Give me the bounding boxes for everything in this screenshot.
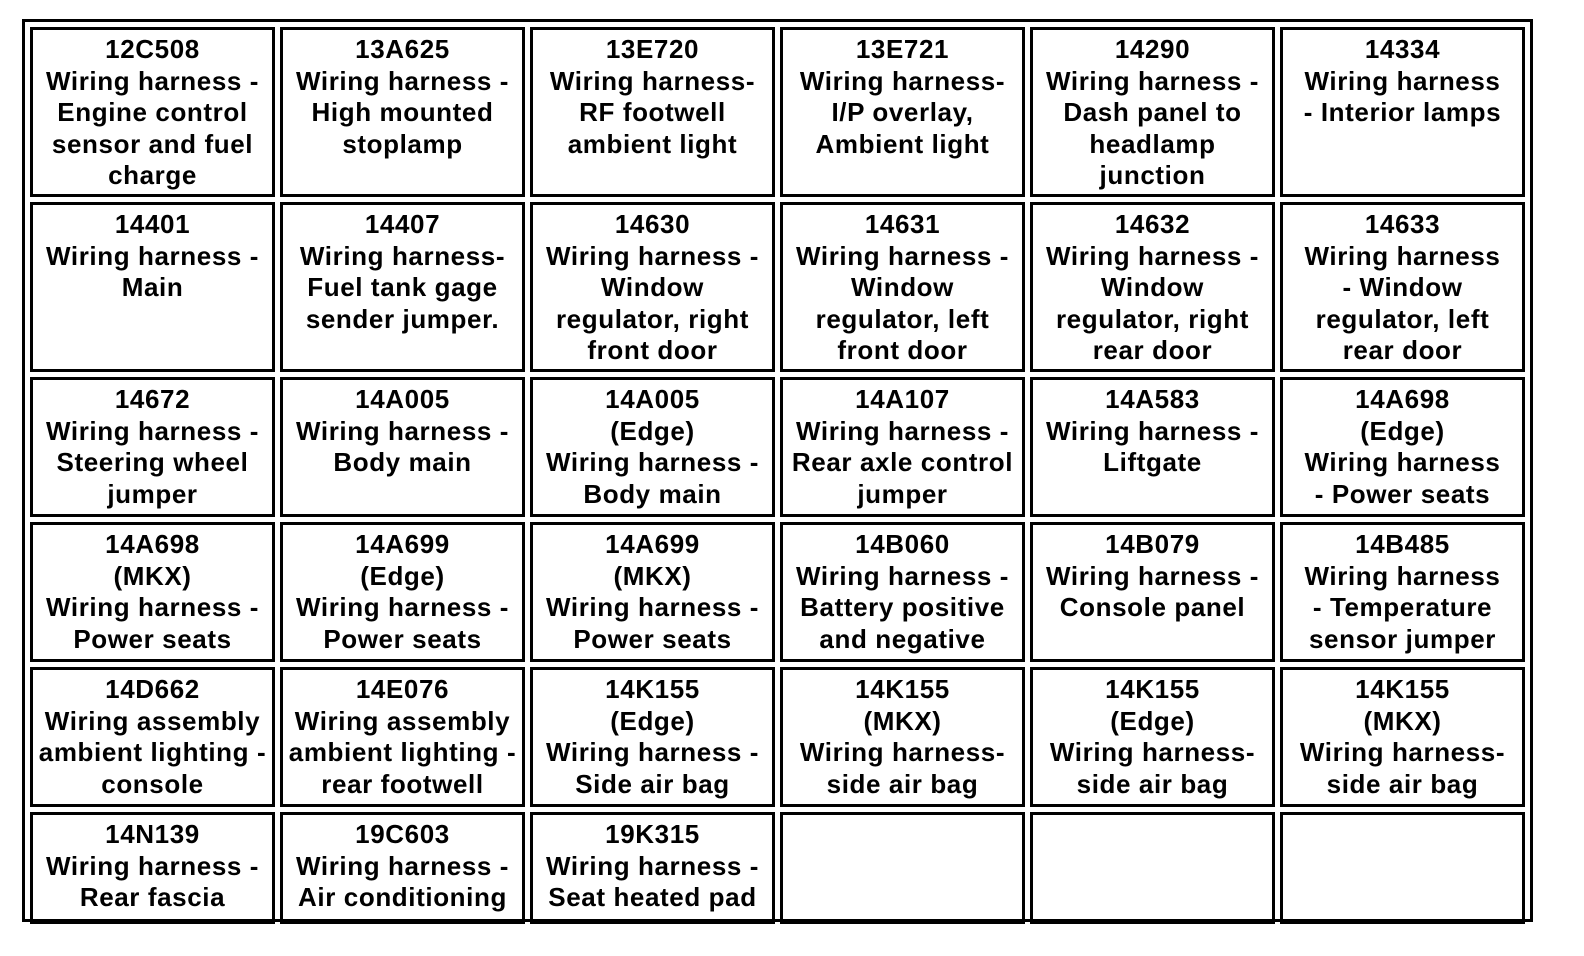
- part-description-line: Wiring harness -: [545, 447, 760, 477]
- part-description-line: Engine control: [57, 97, 248, 127]
- part-description-line: charge: [108, 160, 197, 190]
- part-number: 13A625: [355, 34, 450, 64]
- table-cell: [530, 812, 775, 924]
- part-description-line: junction: [1099, 160, 1206, 190]
- table-cell: [530, 522, 775, 662]
- part-description-line: High mounted: [311, 97, 494, 127]
- parts-table: [30, 27, 1525, 914]
- part-description-line: Liftgate: [1103, 447, 1202, 477]
- part-number: 12C508: [105, 34, 200, 64]
- part-description-line: (Edge): [1110, 705, 1195, 736]
- part-description-line: Wiring harness -: [1045, 415, 1260, 446]
- table-cell: [30, 27, 275, 197]
- part-description-line: (MKX): [113, 560, 192, 591]
- table-cell: [1280, 667, 1525, 807]
- part-description-line: and negative: [819, 623, 986, 654]
- part-description-line: (Edge): [610, 705, 695, 736]
- part-number: 14A698: [1355, 384, 1450, 414]
- part-description-line: Dash panel to: [1063, 97, 1242, 127]
- part-description-line: Seat heated pad: [548, 882, 757, 912]
- part-description-line: - Interior lamps: [1303, 97, 1502, 127]
- part-number: 14632: [1114, 209, 1191, 239]
- table-cell: [30, 812, 275, 924]
- part-description-line: Wiring harness -: [1045, 65, 1260, 96]
- part-description-line: Fuel tank gage: [307, 272, 498, 302]
- part-description-line: Wiring harness-: [299, 240, 506, 271]
- part-description-line: Wiring harness -: [545, 850, 760, 881]
- part-description-line: regulator, left: [815, 303, 990, 334]
- part-description-line: front door: [587, 335, 718, 365]
- part-description-line: ambient lighting -: [38, 737, 267, 767]
- part-description-line: Wiring harness -: [795, 240, 1010, 271]
- part-number: 14631: [864, 209, 941, 239]
- part-description-line: regulator, right: [555, 303, 750, 334]
- part-description-line: side air bag: [1326, 768, 1479, 799]
- part-number: 14K155: [1105, 674, 1200, 704]
- table-cell: [530, 667, 775, 807]
- part-number: 14334: [1364, 34, 1441, 64]
- table-cell: [280, 812, 525, 924]
- part-description-line: Console panel: [1059, 592, 1246, 622]
- table-cell: [1280, 202, 1525, 372]
- part-number: 14B079: [1105, 529, 1200, 559]
- part-description-line: Wiring harness: [1304, 560, 1501, 591]
- part-description-line: Wiring harness -: [45, 592, 260, 622]
- part-description-line: Wiring harness-: [1049, 737, 1256, 767]
- part-description-line: Wiring harness -: [1045, 240, 1260, 271]
- part-description-line: Battery positive: [800, 592, 1005, 622]
- part-description-line: Wiring harness -: [45, 240, 260, 271]
- part-description-line: - Temperature: [1312, 592, 1493, 622]
- part-description-line: Wiring harness -: [795, 415, 1010, 446]
- parts-table-frame: [22, 19, 1533, 922]
- part-number: 14A699: [605, 529, 700, 559]
- table-cell: [530, 377, 775, 517]
- part-description-line: Wiring harness-: [549, 65, 756, 96]
- part-description-line: Wiring harness-: [1299, 737, 1506, 767]
- part-description-line: Body main: [583, 478, 722, 509]
- part-number: 14633: [1364, 209, 1441, 239]
- part-description-line: Rear axle control: [791, 447, 1014, 477]
- empty-table-cell: [1030, 812, 1275, 924]
- part-description-line: Wiring assembly: [294, 705, 511, 736]
- part-description-line: RF footwell: [579, 97, 726, 127]
- part-description-line: (MKX): [863, 705, 942, 736]
- part-description-line: stoplamp: [342, 128, 463, 159]
- empty-table-cell: [780, 812, 1025, 924]
- part-number: 14A698: [105, 529, 200, 559]
- part-description-line: Wiring assembly: [44, 705, 261, 736]
- part-number: 14672: [114, 384, 191, 414]
- table-cell: [780, 377, 1025, 517]
- part-description-line: Body main: [333, 447, 472, 477]
- part-description-line: - Power seats: [1314, 478, 1491, 509]
- part-description-line: Power seats: [323, 623, 482, 654]
- part-number: 14A699: [355, 529, 450, 559]
- part-description-line: (MKX): [613, 560, 692, 591]
- table-cell: [280, 27, 525, 197]
- part-description-line: Wiring harness -: [295, 592, 510, 622]
- part-number: 14A107: [855, 384, 950, 414]
- part-description-line: Wiring harness -: [45, 65, 260, 96]
- part-description-line: Wiring harness -: [545, 737, 760, 767]
- part-number: 14N139: [105, 819, 200, 849]
- part-description-line: jumper: [857, 478, 948, 509]
- part-description-line: side air bag: [826, 768, 979, 799]
- part-description-line: sensor jumper: [1309, 623, 1496, 654]
- part-number: 14630: [614, 209, 691, 239]
- table-cell: [1030, 667, 1275, 807]
- part-number: 14K155: [605, 674, 700, 704]
- table-cell: [780, 27, 1025, 197]
- part-description-line: I/P overlay,: [831, 97, 974, 127]
- part-description-line: regulator, left: [1315, 303, 1490, 334]
- table-cell: [1030, 202, 1275, 372]
- table-cell: [280, 377, 525, 517]
- table-cell: [780, 522, 1025, 662]
- part-description-line: (Edge): [360, 560, 445, 591]
- table-cell: [30, 667, 275, 807]
- part-description-line: - Window: [1342, 272, 1463, 302]
- part-description-line: Air conditioning: [298, 882, 507, 912]
- part-number: 14A005: [605, 384, 700, 414]
- table-cell: [30, 522, 275, 662]
- table-cell: [280, 202, 525, 372]
- part-description-line: Wiring harness: [1304, 65, 1501, 96]
- part-description-line: Ambient light: [815, 128, 990, 159]
- part-description-line: Wiring harness -: [545, 592, 760, 622]
- table-cell: [280, 667, 525, 807]
- part-description-line: Main: [121, 272, 184, 302]
- part-description-line: sender jumper.: [305, 303, 500, 334]
- part-number: 19K315: [605, 819, 700, 849]
- part-description-line: side air bag: [1076, 768, 1229, 799]
- part-description-line: Wiring harness -: [45, 415, 260, 446]
- part-description-line: (Edge): [1360, 415, 1445, 446]
- part-number: 14K155: [855, 674, 950, 704]
- part-description-line: Wiring harness -: [295, 850, 510, 881]
- table-cell: [1280, 377, 1525, 517]
- part-number: 14401: [114, 209, 191, 239]
- table-cell: [30, 377, 275, 517]
- part-description-line: Window: [1100, 272, 1204, 302]
- part-description-line: Wiring harness-: [799, 65, 1006, 96]
- table-cell: [530, 202, 775, 372]
- part-description-line: rear door: [1342, 335, 1463, 365]
- part-number: 13E721: [855, 34, 950, 64]
- table-cell: [1030, 377, 1275, 517]
- part-description-line: Power seats: [573, 623, 732, 654]
- part-number: 14290: [1114, 34, 1191, 64]
- part-description-line: front door: [837, 335, 968, 365]
- part-description-line: Wiring harness-: [799, 737, 1006, 767]
- part-description-line: Power seats: [73, 623, 232, 654]
- part-description-line: rear footwell: [321, 768, 484, 799]
- part-description-line: Wiring harness -: [45, 850, 260, 881]
- part-number: 14407: [364, 209, 441, 239]
- part-number: 14B485: [1355, 529, 1450, 559]
- table-cell: [530, 27, 775, 197]
- part-description-line: rear door: [1092, 335, 1213, 365]
- part-description-line: Wiring harness -: [795, 560, 1010, 591]
- table-cell: [280, 522, 525, 662]
- table-cell: [30, 202, 275, 372]
- part-description-line: (Edge): [610, 415, 695, 446]
- part-description-line: Wiring harness -: [1045, 560, 1260, 591]
- part-description-line: Steering wheel: [56, 447, 249, 477]
- table-cell: [780, 667, 1025, 807]
- part-description-line: headlamp: [1089, 128, 1216, 159]
- part-description-line: Window: [600, 272, 704, 302]
- table-cell: [780, 202, 1025, 372]
- part-description-line: Rear fascia: [79, 882, 226, 912]
- part-description-line: regulator, right: [1055, 303, 1250, 334]
- part-description-line: Wiring harness -: [545, 240, 760, 271]
- part-description-line: sensor and fuel: [51, 128, 254, 159]
- part-description-line: Wiring harness -: [295, 65, 510, 96]
- table-cell: [1280, 27, 1525, 197]
- part-description-line: Window: [850, 272, 954, 302]
- part-description-line: Wiring harness: [1304, 240, 1501, 271]
- part-number: 19C603: [355, 819, 450, 849]
- part-number: 14A583: [1105, 384, 1200, 414]
- part-description-line: Wiring harness -: [295, 415, 510, 446]
- part-number: 14K155: [1355, 674, 1450, 704]
- part-description-line: jumper: [107, 478, 198, 509]
- empty-table-cell: [1280, 812, 1525, 924]
- part-description-line: console: [101, 768, 204, 799]
- part-number: 14E076: [355, 674, 450, 704]
- table-cell: [1030, 27, 1275, 197]
- part-description-line: Side air bag: [575, 768, 730, 799]
- part-description-line: ambient light: [567, 128, 738, 159]
- part-number: 13E720: [605, 34, 700, 64]
- part-description-line: Wiring harness: [1304, 447, 1501, 477]
- part-description-line: (MKX): [1363, 705, 1442, 736]
- part-number: 14D662: [105, 674, 200, 704]
- table-cell: [1030, 522, 1275, 662]
- table-cell: [1280, 522, 1525, 662]
- part-description-line: ambient lighting -: [288, 737, 517, 767]
- part-number: 14A005: [355, 384, 450, 414]
- part-number: 14B060: [855, 529, 950, 559]
